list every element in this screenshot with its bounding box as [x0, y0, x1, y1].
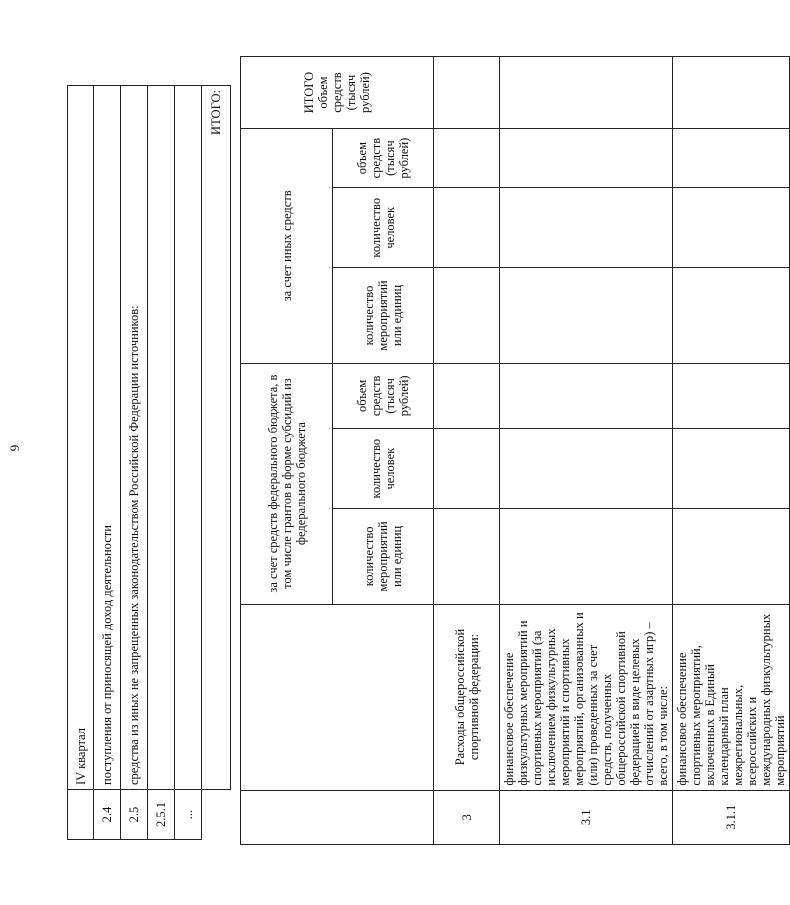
table-row	[500, 57, 673, 845]
header-federal-funds: за счет средств федерального бюджета, в том числе грантов в форме субсидий из федерального бюджета	[241, 363, 333, 604]
row-text: поступления от приносящей доход деятельности	[94, 86, 121, 790]
header-federal-people: количество человек	[333, 429, 434, 509]
row-number	[68, 790, 94, 840]
header-other-volume: объем средств (тысяч рублей)	[333, 129, 434, 188]
header-other-events: количество мероприятий или единиц	[333, 268, 434, 363]
row-number: 3.1	[500, 790, 673, 844]
row-text: Расходы общероссийской спортивной федерации:	[434, 604, 500, 790]
row-text	[148, 86, 175, 790]
expenses-table	[240, 56, 790, 845]
header-row	[241, 57, 333, 845]
row-number: 2.5	[121, 790, 148, 840]
table-row	[673, 57, 790, 845]
sources-table	[67, 85, 231, 840]
total-label: ИТОГО:	[202, 86, 231, 790]
row-number: 2.5.1	[148, 790, 175, 840]
row-text: финансовое обеспечение физкультурных мероприятий и спортивных мероприятий (за исключением физкультурных мероприятий и спортивных мероприятий, организованных и (или) проведенных за счет средств, полученных общероссийской спортивной федерацией в виде целевых отчислений от азартных игр) – всего, в том числе:	[500, 604, 673, 790]
row-text	[175, 86, 202, 790]
header-other-funds: за счет иных средств	[241, 129, 333, 364]
table-row	[148, 86, 175, 840]
table-row	[434, 57, 500, 845]
total-row	[202, 86, 231, 840]
row-number: 3.1.1	[673, 790, 790, 844]
table-row	[121, 86, 148, 840]
table-row	[94, 86, 121, 840]
table-row	[175, 86, 202, 840]
row-text: финансовое обеспечение спортивных мероприятий, включенных в Единый календарный план межрегиональных, всероссийских и международных физкультурных мероприятий	[673, 604, 790, 790]
header-total: ИТОГО объем средств (тысяч рублей)	[241, 57, 434, 129]
row-text: IV квартал	[68, 86, 94, 790]
row-number: 2.4	[94, 790, 121, 840]
header-federal-volume: объем средств (тысяч рублей)	[333, 363, 434, 428]
header-other-people: количество человек	[333, 188, 434, 268]
row-text: средства из иных не запрещенных законодательством Российской Федерации источников:	[121, 86, 148, 790]
table-row	[68, 86, 94, 840]
header-federal-events: количество мероприятий или единиц	[333, 509, 434, 604]
row-number: 3	[434, 790, 500, 844]
page-number: 9	[7, 444, 22, 452]
row-number: ...	[175, 790, 202, 840]
